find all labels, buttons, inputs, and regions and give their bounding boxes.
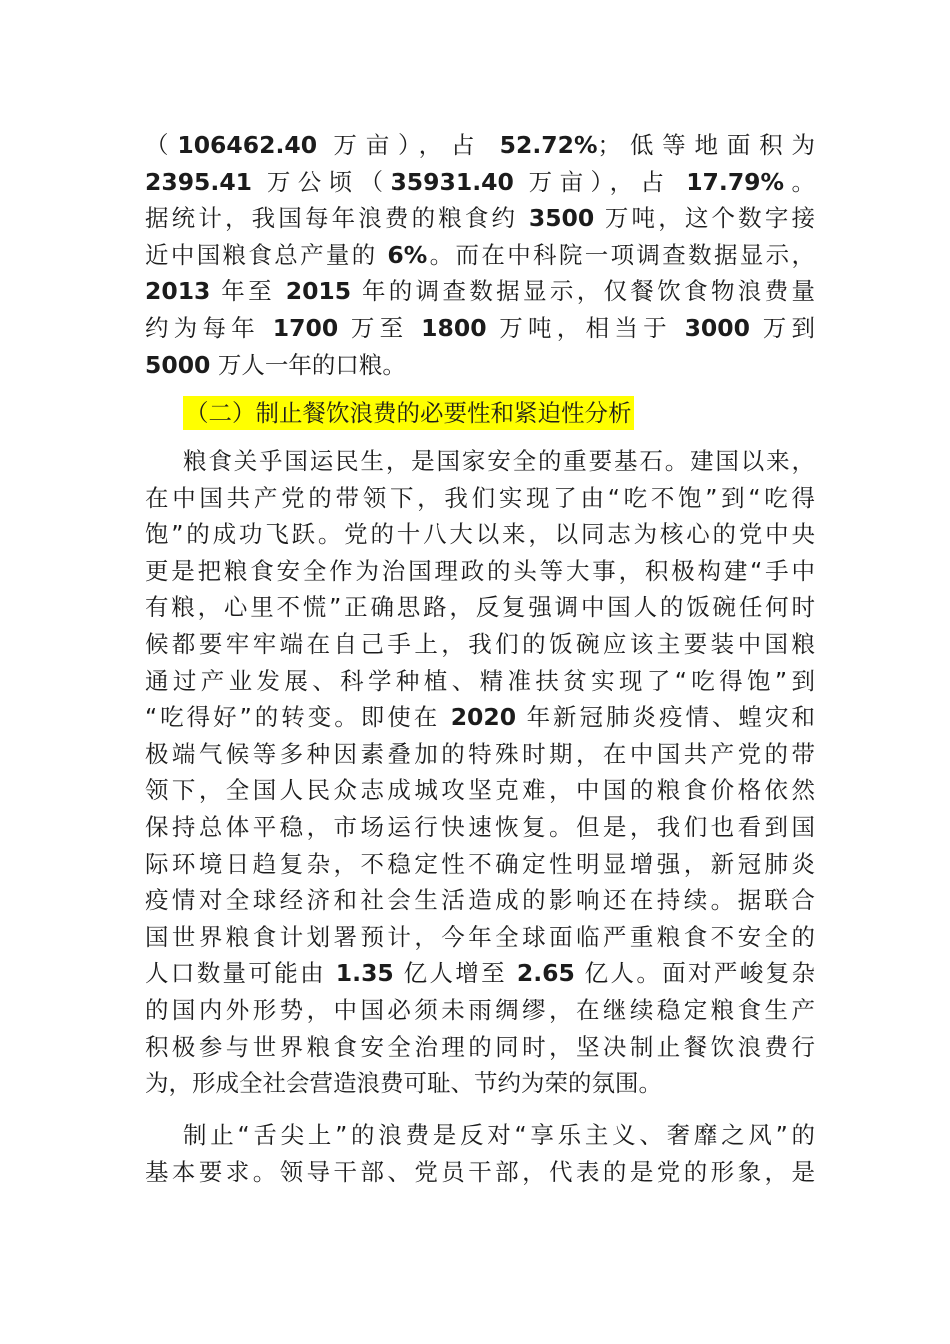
text-line: 极端气候等多种因素叠加的特殊时期，在中国共产党的带 — [145, 739, 815, 768]
text-line: 更是把粮食安全作为治国理政的头等大事，积极构建“手中 — [145, 556, 815, 585]
section-heading: （二）制止餐饮浪费的必要性和紧迫性分析 — [183, 396, 634, 430]
text-line: “吃得好”的转变。即使在 2020 年新冠肺炎疫情、蝗灾和 — [145, 703, 815, 732]
text-line: 际环境日趋复杂，不稳定性不确定性明显增强，新冠肺炎 — [145, 849, 815, 878]
text-line: 有粮，心里不慌”正确思路，反复强调中国人的饭碗任何时 — [145, 593, 815, 622]
text-line: 通过产业发展、科学种植、精准扶贫实现了“吃得饱”到 — [145, 666, 815, 695]
paragraph-land-and-waste-stats — [145, 127, 815, 383]
text-line: 2013 年至 2015 年的调查数据显示，仅餐饮食物浪费量 — [145, 277, 815, 306]
text-line: 积极参与世界粮食安全治理的同时，坚决制止餐饮浪费行 — [145, 1032, 815, 1061]
text-line: 据统计，我国每年浪费的粮食约 3500 万吨，这个数字接 — [145, 204, 815, 233]
text-line: 基本要求。领导干部、党员干部，代表的是党的形象，是 — [145, 1157, 815, 1186]
text-line: 候都要牢牢端在自己手上，我们的饭碗应该主要装中国粮 — [145, 629, 815, 658]
text-line: 人口数量可能由 1.35 亿人增至 2.65 亿人。面对严峻复杂 — [145, 959, 815, 988]
text-line: 为，形成全社会营造浪费可耻、节约为荣的氛围。 — [145, 1069, 662, 1098]
text-line: 5000 万人一年的口粮。 — [145, 350, 406, 379]
text-line: 近中国粮食总产量的 6%。而在中科院一项调查数据显示， — [145, 240, 815, 269]
paragraph-necessity-analysis — [145, 443, 815, 1102]
text-line: 制止“舌尖上”的浪费是反对“享乐主义、奢靡之风”的 — [183, 1121, 815, 1149]
text-line: 国世界粮食计划署预计，今年全球面临严重粮食不安全的 — [145, 922, 815, 951]
text-line: 饱”的成功飞跃。党的十八大以来，以同志为核心的党中央 — [145, 520, 815, 549]
text-line: 2395.41 万公顷（35931.40 万亩），占 17.79%。 — [145, 167, 815, 196]
text-line: 领下，全国人民众志成城攻坚克难，中国的粮食价格依然 — [145, 776, 815, 805]
text-line: 疫情对全球经济和社会生活造成的影响还在持续。据联合 — [145, 886, 815, 915]
text-line: 保持总体平稳，市场运行快速恢复。但是，我们也看到国 — [145, 812, 815, 841]
text-line: 约为每年 1700 万至 1800 万吨，相当于 3000 万到 — [145, 313, 815, 342]
text-line: （106462.40 万亩），占 52.72%；低等地面积为 — [145, 131, 816, 159]
text-line: 的国内外形势，中国必须未雨绸缪，在继续稳定粮食生产 — [145, 995, 815, 1024]
paragraph-oppose-extravagance — [145, 1117, 815, 1190]
text-line: 粮食关乎国运民生，是国家安全的重要基石。建国以来， — [183, 447, 815, 475]
text-line: 在中国共产党的带领下，我们实现了由“吃不饱”到“吃得 — [145, 483, 815, 512]
